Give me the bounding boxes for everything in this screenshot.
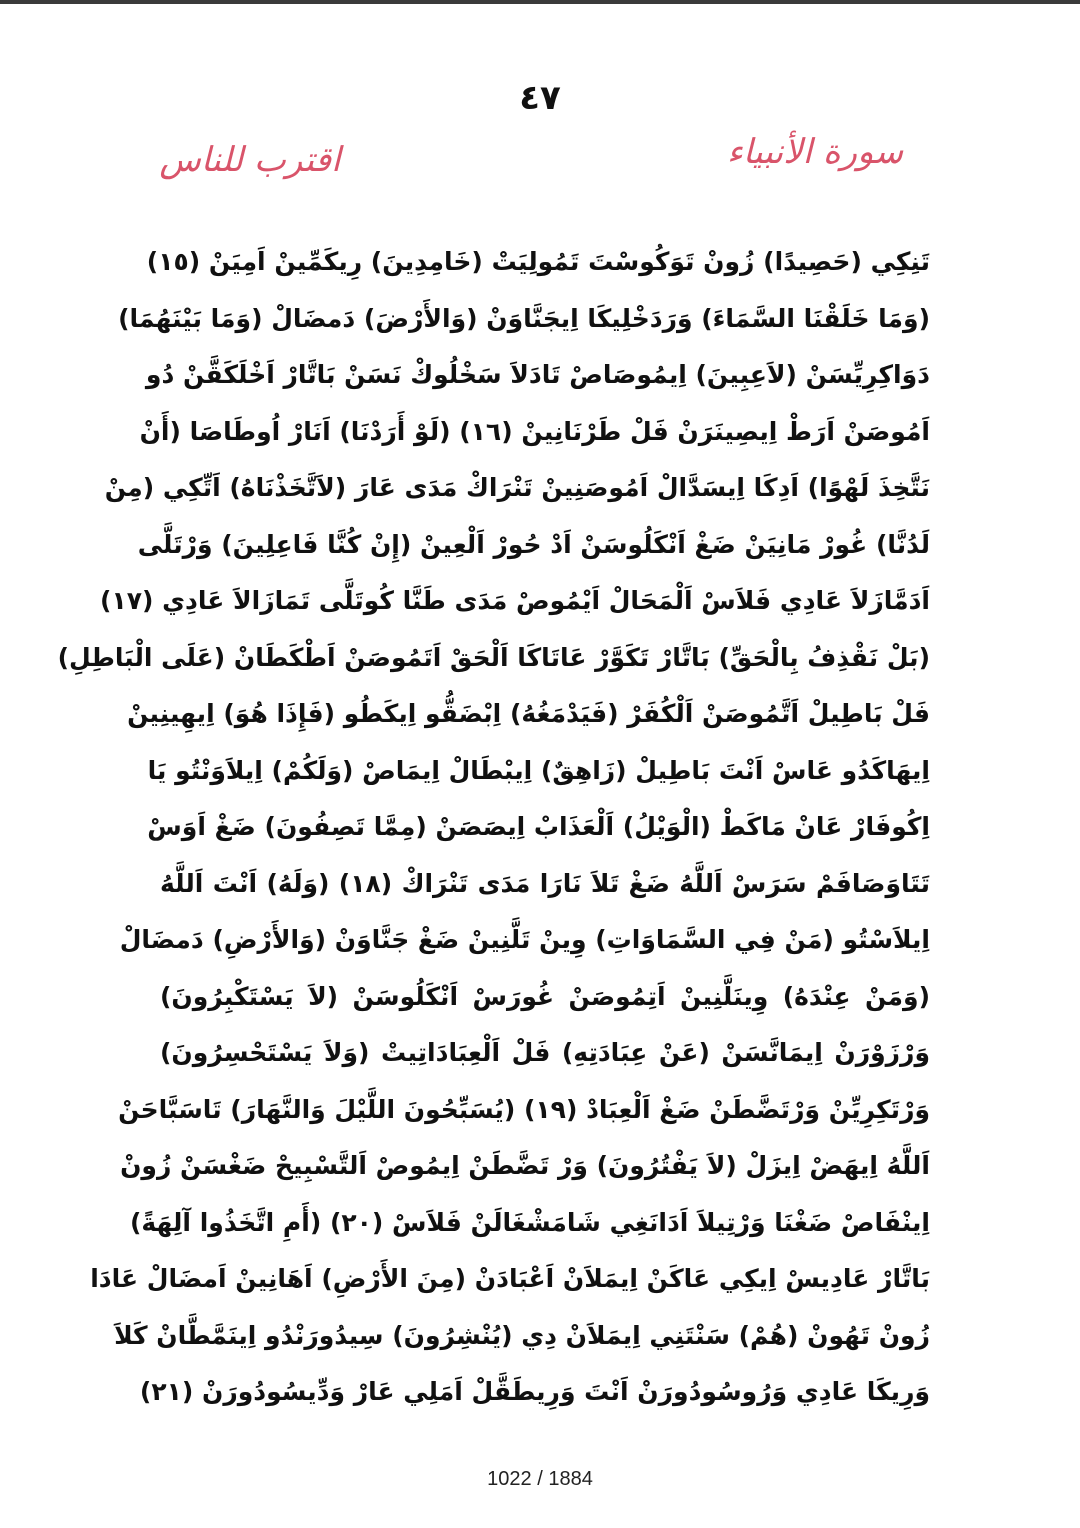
text-line: لَدُنَّا) غُورْ مَانِيَنْ ضَغْ اَنْكَلُوسَنْ اَدْ حُورْ اَلْعِينْ (إِنْ كُنَّا فَاعِلِينَ) وَرْتَلَّى [137, 529, 930, 559]
handwritten-section-note: اقترب للناس [159, 140, 341, 180]
text-body [57, 234, 930, 1421]
text-line: اِيلاَسْتُو (مَنْ فِي السَّمَاوَاتِ) وِينْ تَلَّنِينْ ضَغْ جَنَّاوَنْ (وَالأَرْضِ) دَمضَالْ [119, 925, 930, 954]
text-line: بَاتَّارْ عَادِيسْ اِيكِي عَاكَنْ اِيمَلاَنْ اَعْبَادَنْ (مِنَ الأَرْضِ) اَهَانِينْ اَمضَالْ عَادَا [90, 1264, 930, 1293]
text-line: اِينْفَاصْ ضَغْنَا وَرْتِيلاَ اَدَانَغِي شَامَشْغَالَنْ فَلاَسْ (٢٠) (أَمِ اتَّخَذُوا آلِهَةً) [129, 1207, 930, 1237]
text-line: دَوَاكِرِيِّسَنْ (لاَعِبِينَ) اِيمُوصَاصْ تَادَلاَ سَخْلُوكْ نَسَنْ بَاتَّارْ اَخْلَكَقَّنْ دُو [145, 360, 930, 389]
text-line: وَرِيكَا عَادِي وَرُوسُودُورَنْ اَنْتَ وَرِيطَقَّلْ اَمَلِي عَارْ وَدِّيسُودُورَنْ (٢١) [139, 1377, 930, 1406]
text-line: اِيهَاكَدُو عَاسْ اَنْتَ بَاطِيلْ (زَاهِقٌ) اِيبْطَالْ اِيمَاصْ (وَلَكُمْ) اِيلاَوَنْتُو يَا [147, 755, 930, 785]
text-line: وَرْزَوْرَنْ اِيمَانَّسَنْ (عَنْ عِبَادَتِهِ) فَلْ اَلْعِبَادَاتِيتْ (وَلاَ يَسْتَحْسِرُونَ) [160, 1038, 930, 1067]
text-line: تَنِكِي (حَصِيدًا) زُونْ تَوَكُوسْتَ تَمُولِيَتْ (خَامِدِينَ) رِيكَمِّينْ اَمِيَنْ (١٥) [146, 247, 930, 276]
text-line: نَتَّخِذَ لَهْوًا) اَدِكَا اِيسَدَّالْ اَمُوصَنِينْ تَنْرَاكْ مَدَى عَارَ (لاَتَّخَذْنَاهُ) اَتِّكِي (مِنْ [104, 473, 930, 502]
page-number: ٤٧ [519, 78, 561, 118]
top-border [0, 0, 1080, 4]
handwritten-surah-note: سورة الأنبياء [726, 132, 904, 172]
text-line: اَدَمَّازَلاَ عَادِي فَلاَسْ اَلْمَحَالْ اَيْمُوصْ مَدَى طَنَّا كُوتَلَّى تَمَازَالاَ عَادِي (١٧) [100, 586, 930, 615]
text-line: وَرْتَكِرِيِّنْ وَرْتَضَّطَنْ ضَغْ اَلْعِبَادْ (١٩) (يُسَبِّحُونَ اللَّيْلَ وَالنَّهَارَ) تَاسَبَّاحَنْ [118, 1094, 930, 1124]
text-line: اَمُوصَنْ اَرَطْ اِيصِينَرَنْ فَلْ طَرْنَانِينْ (١٦) (لَوْ أَرَدْنَا) اَنَارْ اُوطَاصَا (أَنْ [139, 416, 930, 446]
page-counter: 1022 / 1884 [487, 1468, 593, 1490]
text-line: اِكُوفَارْ عَانْ مَاكَطْ (الْوَيْلُ) اَلْعَذَابْ اِيصَصَنْ (مِمَّا تَصِفُونَ) ضَغْ اَوَسْ [147, 812, 930, 841]
text-line: تَتَاوَصَافَمْ سَرَسْ اَللَّهُ ضَغْ تَلاَ نَارَا مَدَى تَنْرَاكْ (١٨) (وَلَهُ) اَنْتَ اَللَّهُ [160, 868, 930, 898]
text-line: اَللَّهُ اِيهَضْ اِيزَلْ (لاَ يَفْتُرُونَ) وَرْ تَضَّطَنْ اِيمُوصْ اَلتَّسْبِيحْ ضَغْسَنْ زُونْ [120, 1151, 930, 1180]
text-line: (وَمَا خَلَقْنَا السَّمَاءَ) وَرَدَخْلِيكَا اِيجَنَّاوَنْ (وَالأَرْضَ) دَمضَالْ (وَمَا بَيْنَهُمَا) [118, 303, 930, 333]
text-line: زُونْ تَهُونْ (هُمْ) سَنْتَنِي اِيمَلاَنْ دِي (يُنْشِرُونَ) سِيدُورَنْدُو اِينَمَّطَّانْ كَلاَ [114, 1320, 930, 1350]
text-line: (وَمَنْ عِنْدَهُ) وِينَلَّنِينْ اَتِمُوصَنْ غُورَسْ اَنْكَلُوسَنْ (لاَ يَسْتَكْبِرُونَ) [160, 981, 930, 1011]
text-line: فَلْ بَاطِيلْ اَتَّمُوصَنْ اَلْكُفَرْ (فَيَدْمَغُهُ) اِبْضَقُّو اِيكَطُو (فَإِذَا هُوَ) اِيهِينِينْ [127, 699, 930, 728]
text-line: (بَلْ نَقْذِفُ بِالْحَقِّ) بَاتَّارْ تَكَوَّرْ عَاتَاكَا اَلْحَقْ اَتَمُوصَنْ اَطْكَطَانْ (عَلَى الْبَاطِلِ) [57, 642, 930, 672]
